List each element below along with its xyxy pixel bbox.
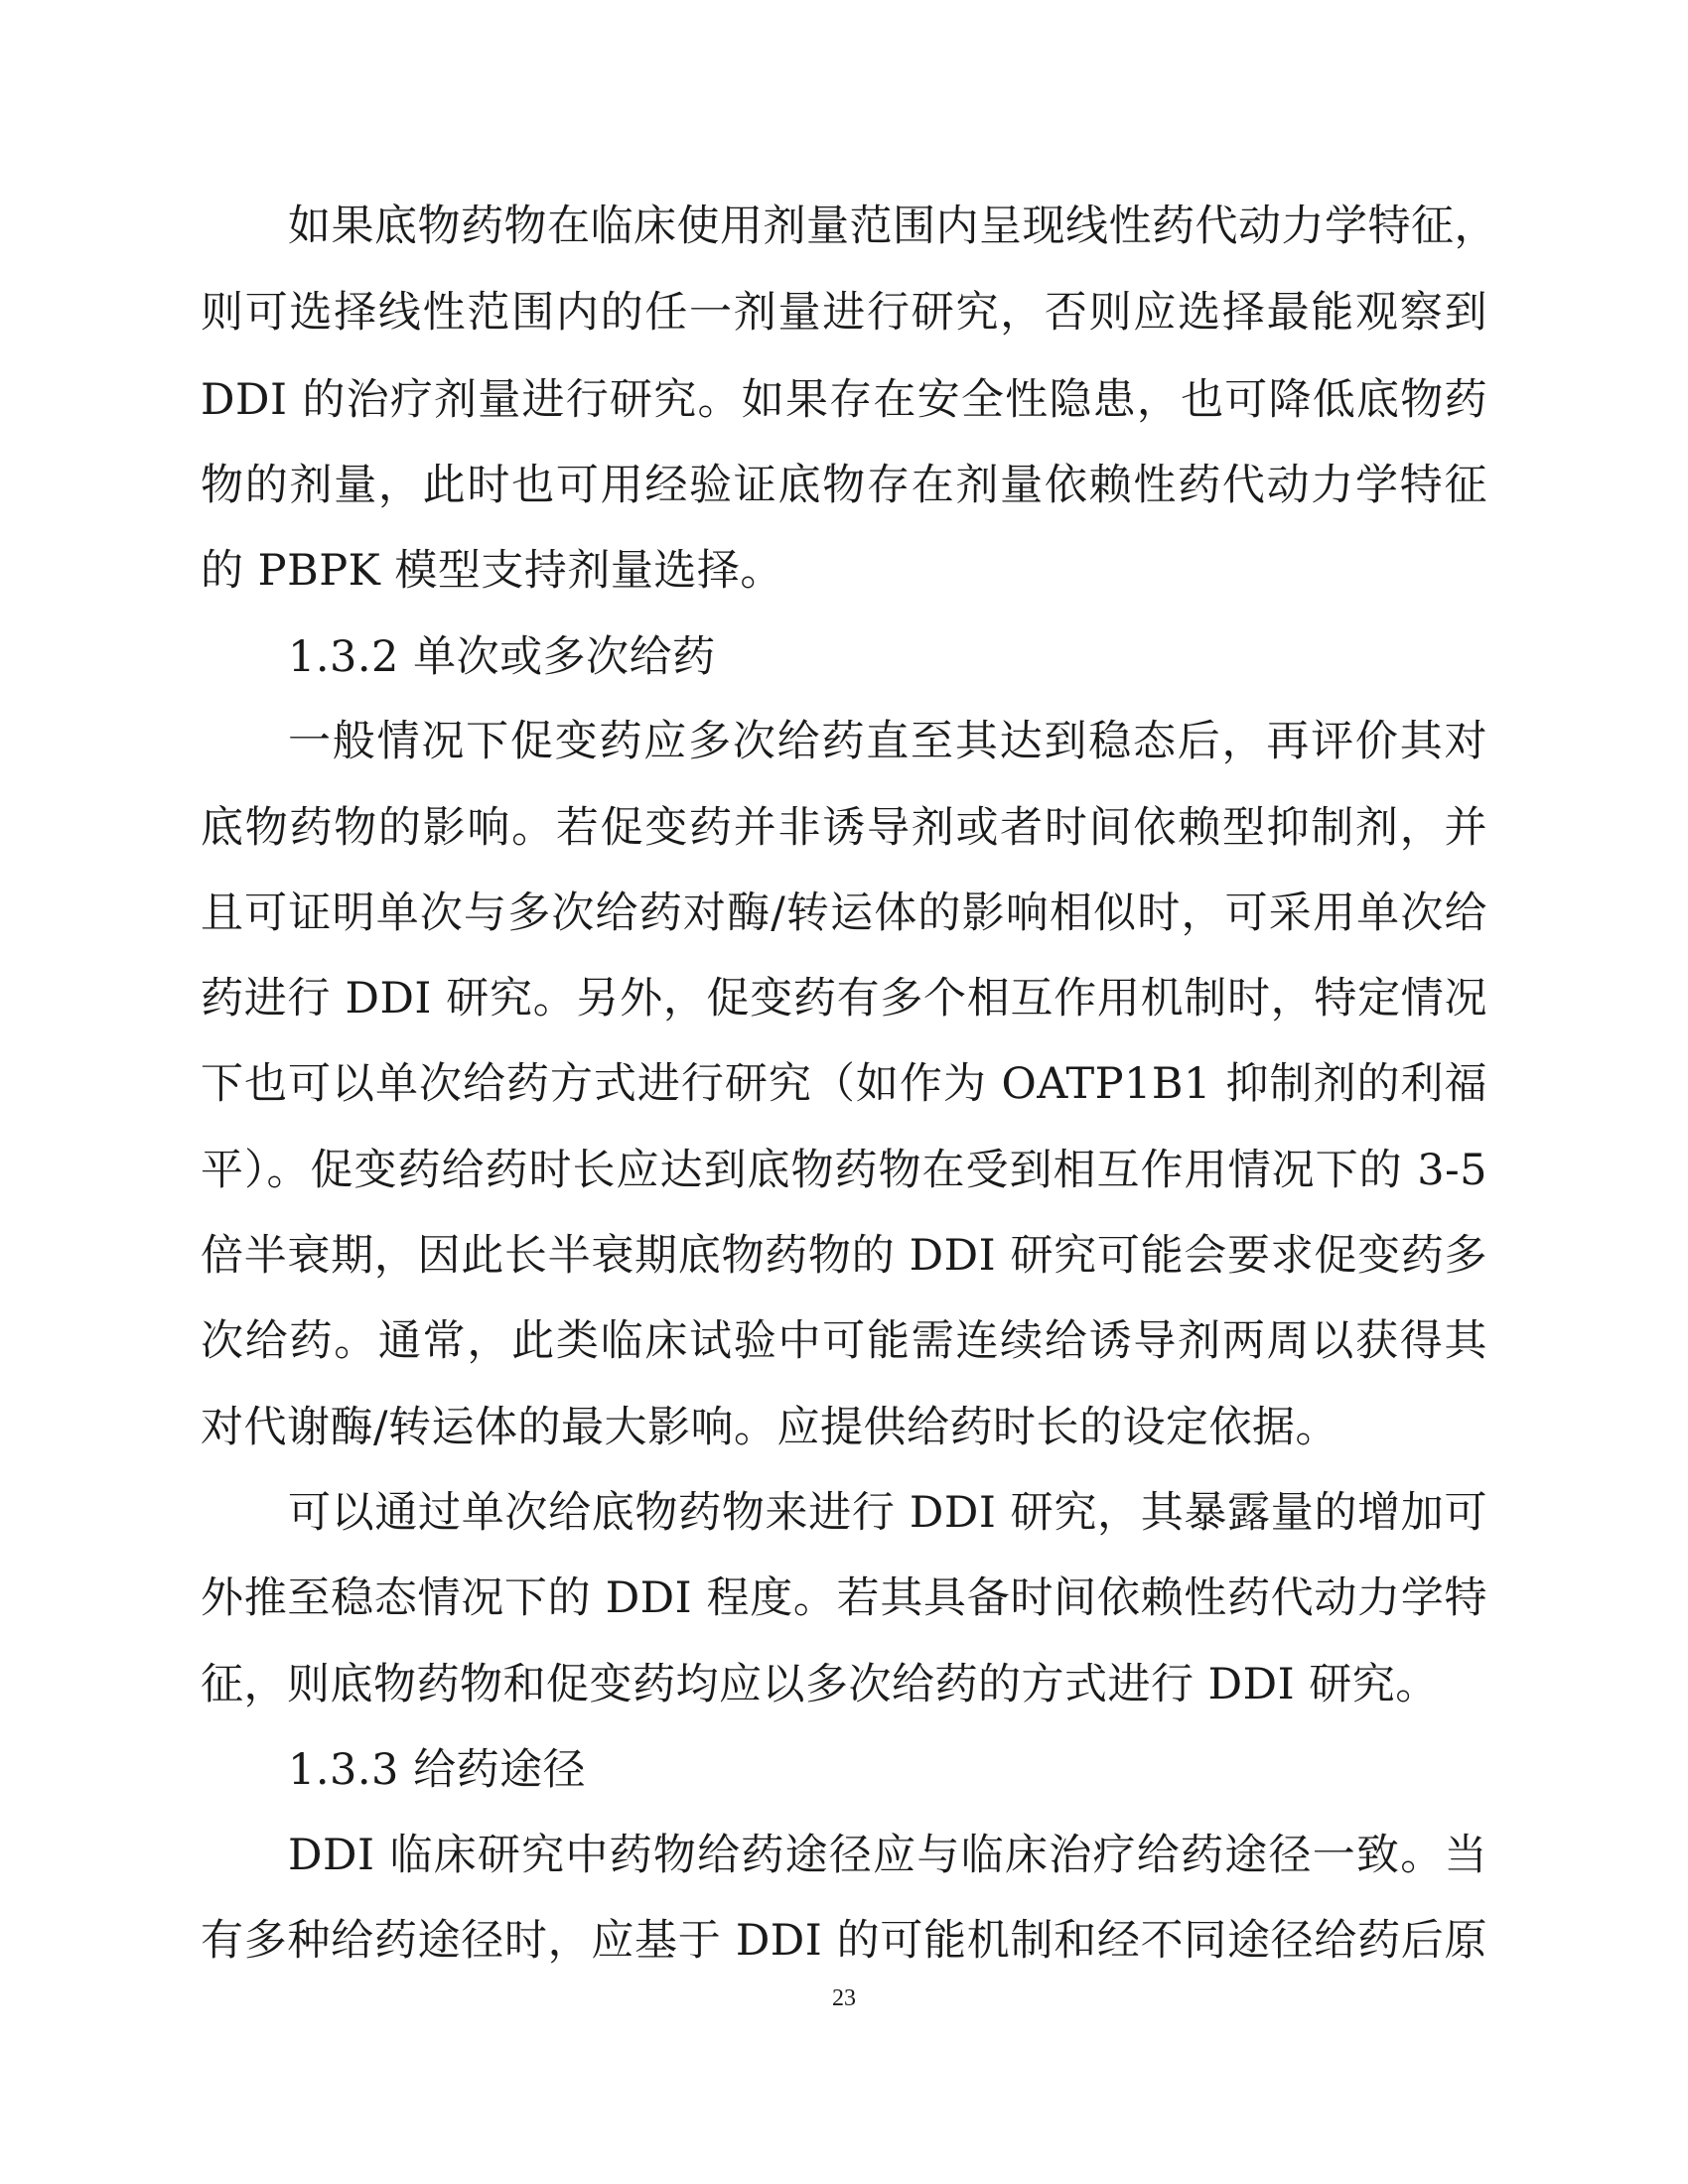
paragraph-2-line-2: 底物药物的影响。若促变药并非诱导剂或者时间依赖型抑制剂，并 (201, 803, 1487, 853)
paragraph-1-line-5: 的 PBPK 模型支持剂量选择。 (201, 546, 783, 596)
paragraph-1-line-2: 则可选择线性范围内的任一剂量进行研究，否则应选择最能观察到 (201, 288, 1487, 338)
paragraph-2-line-4: 药进行 DDI 研究。另外，促变药有多个相互作用机制时，特定情况 (201, 974, 1487, 1024)
paragraph-3-line-1: 可以通过单次给底物药物来进行 DDI 研究，其暴露量的增加可 (288, 1488, 1487, 1538)
paragraph-2-line-3: 且可证明单次与多次给药对酶/转运体的影响相似时，可采用单次给 (201, 888, 1487, 938)
paragraph-2-line-6: 平）。促变药给药时长应达到底物药物在受到相互作用情况下的 3-5 (201, 1146, 1487, 1195)
paragraph-2-line-9: 对代谢酶/转运体的最大影响。应提供给药时长的设定依据。 (201, 1403, 1338, 1452)
paragraph-1-line-4: 物的剂量，此时也可用经验证底物存在剂量依赖性药代动力学特征 (201, 461, 1487, 510)
paragraph-2-line-5: 下也可以单次给药方式进行研究（如作为 OATP1B1 抑制剂的利福 (201, 1059, 1487, 1109)
paragraph-2-line-7: 倍半衰期，因此长半衰期底物药物的 DDI 研究可能会要求促变药多 (201, 1231, 1487, 1281)
paragraph-3-line-2: 外推至稳态情况下的 DDI 程度。若其具备时间依赖性药代动力学特 (201, 1573, 1487, 1623)
paragraph-2-line-1: 一般情况下促变药应多次给药直至其达到稳态后，再评价其对 (288, 717, 1487, 766)
paragraph-2-line-8: 次给药。通常，此类临床试验中可能需连续给诱导剂两周以获得其 (201, 1316, 1487, 1366)
section-heading-1-3-3: 1.3.3 给药途径 (288, 1745, 587, 1795)
page-number: 23 (832, 1985, 856, 2011)
paragraph-3-line-3: 征，则底物药物和促变药均应以多次给药的方式进行 DDI 研究。 (201, 1660, 1439, 1709)
paragraph-4-line-2: 有多种给药途径时，应基于 DDI 的可能机制和经不同途径给药后原 (201, 1916, 1487, 1966)
paragraph-4-line-1: DDI 临床研究中药物给药途径应与临床治疗给药途径一致。当 (288, 1831, 1487, 1880)
section-heading-1-3-2: 1.3.2 单次或多次给药 (288, 632, 716, 682)
paragraph-1-line-1: 如果底物药物在临床使用剂量范围内呈现线性药代动力学特征， (288, 202, 1497, 251)
paragraph-1-line-3: DDI 的治疗剂量进行研究。如果存在安全性隐患，也可降低底物药 (201, 375, 1487, 425)
